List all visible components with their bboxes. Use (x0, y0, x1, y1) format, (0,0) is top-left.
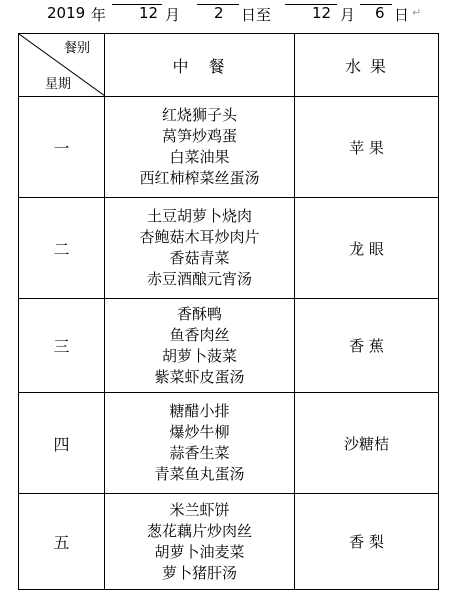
end-day: 6 (375, 4, 385, 22)
dish-item: 香菇青菜 (169, 249, 230, 267)
dish-item: 白菜油果 (169, 148, 230, 166)
table-row (19, 97, 439, 198)
dish-item: 紫菜虾皮蛋汤 (154, 367, 245, 386)
weekday-cell: 五 (19, 494, 105, 590)
dish-item: 葱花藕片炒肉丝 (146, 521, 252, 540)
table-header-row (19, 34, 439, 97)
start-day-underline (197, 4, 239, 5)
corner-meal-label: 餐别 (63, 41, 90, 56)
start-month-unit: 月 (165, 6, 181, 24)
dish-item: 红烧狮子头 (161, 106, 237, 124)
weekday-cell: 四 (19, 393, 105, 494)
dish-item: 鱼香肉丝 (169, 325, 230, 344)
lunch-cell (105, 198, 295, 299)
year-unit: 年 (91, 6, 107, 24)
lunch-cell (105, 97, 295, 198)
paragraph-mark-icon: ↵ (412, 6, 422, 19)
start-day-unit: 日至 (241, 6, 272, 24)
start-month: 12 (139, 4, 159, 22)
corner-cell (19, 34, 105, 97)
dish-item: 胡萝卜油麦菜 (154, 542, 245, 561)
end-day-unit: 日 (394, 6, 410, 24)
dish-item: 杏鲍菇木耳炒肉片 (139, 228, 260, 246)
end-day-underline (360, 4, 392, 5)
weekday-cell: 二 (19, 198, 105, 299)
lunch-column-header: 中 餐 (105, 34, 295, 97)
dish-item: 糖醋小排 (169, 402, 230, 420)
dish-item: 西红柿榨菜丝蛋汤 (139, 169, 260, 187)
dish-item: 赤豆酒酿元宵汤 (146, 270, 252, 288)
fruit-cell: 沙糖桔 (295, 393, 439, 494)
dish-item: 香酥鸭 (176, 304, 222, 323)
menu-table (18, 33, 439, 590)
table-row (19, 393, 439, 494)
lunch-cell (105, 393, 295, 494)
fruit-cell: 香 梨 (295, 494, 439, 590)
dish-item: 青菜鱼丸蛋汤 (154, 465, 245, 483)
fruit-cell: 苹 果 (295, 97, 439, 198)
fruit-column-header: 水 果 (295, 34, 439, 97)
end-month-underline (285, 4, 337, 5)
dish-item: 萝卜猪肝汤 (161, 563, 237, 582)
dish-item: 土豆胡萝卜烧肉 (146, 207, 252, 225)
corner-weekday-label: 星期 (45, 77, 72, 92)
table-row (19, 299, 439, 393)
dish-item: 莴笋炒鸡蛋 (161, 127, 237, 145)
dish-item: 蒜香生菜 (169, 444, 230, 462)
fruit-cell: 香 蕉 (295, 299, 439, 393)
start-day: 2 (214, 4, 224, 22)
start-month-underline (112, 4, 162, 5)
weekday-cell: 三 (19, 299, 105, 393)
dish-item: 米兰虾饼 (169, 500, 230, 519)
dish-item: 胡萝卜菠菜 (161, 346, 237, 365)
dish-item: 爆炒牛柳 (169, 423, 230, 441)
date-range-header (0, 0, 460, 28)
end-month-unit: 月 (340, 6, 356, 24)
table-row (19, 494, 439, 590)
end-month: 12 (312, 4, 332, 22)
lunch-cell (105, 494, 295, 590)
weekday-cell: 一 (19, 97, 105, 198)
fruit-cell: 龙 眼 (295, 198, 439, 299)
table-row (19, 198, 439, 299)
lunch-cell (105, 299, 295, 393)
year: 2019 (47, 4, 86, 22)
